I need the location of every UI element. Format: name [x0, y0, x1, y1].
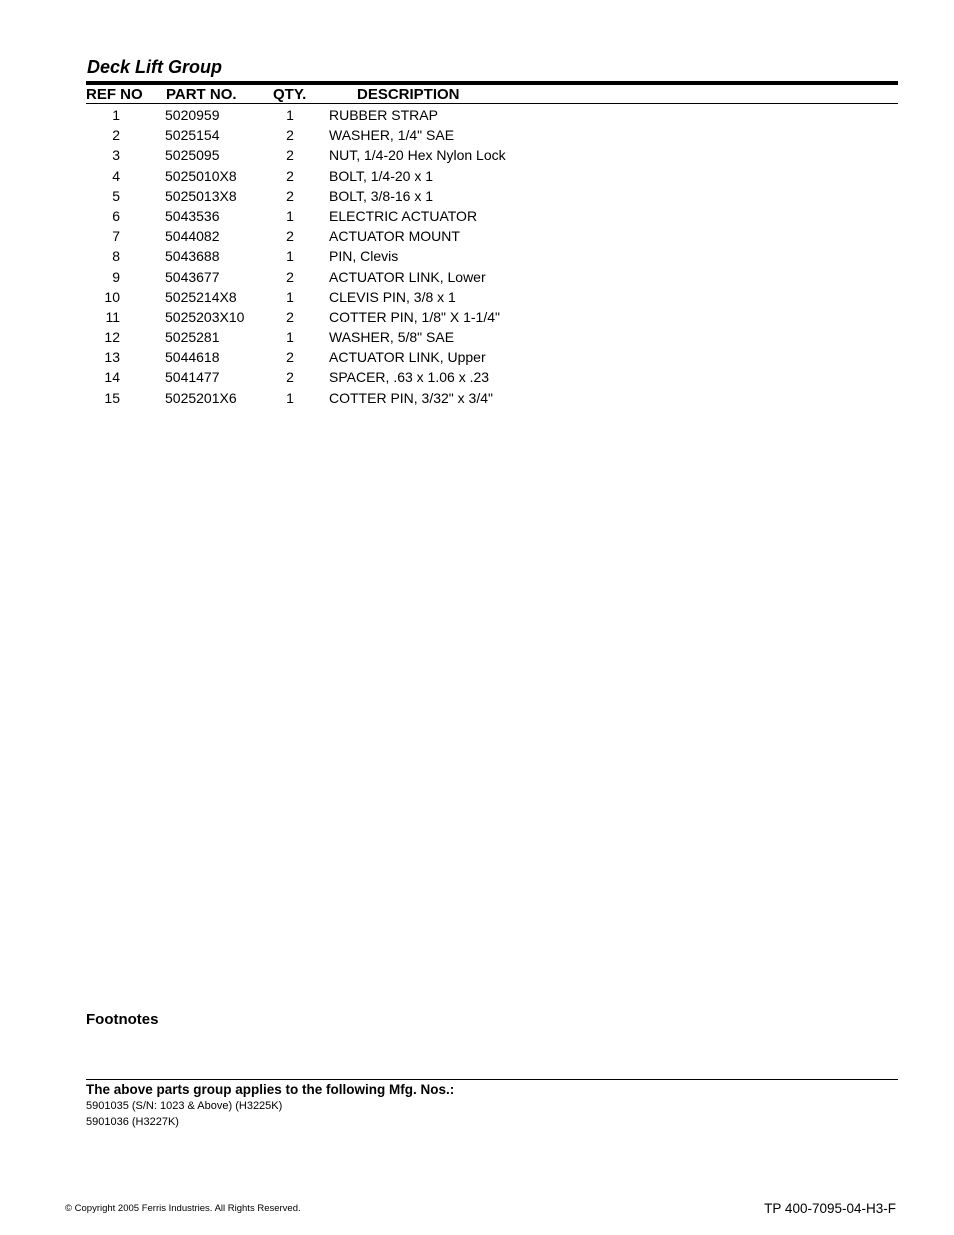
qty-cell: 2 — [286, 308, 294, 325]
table-row — [0, 146, 954, 166]
title-divider — [86, 81, 898, 85]
header-qty: QTY. — [273, 86, 307, 103]
ref-no-cell: 4 — [112, 167, 120, 184]
footnotes-divider — [86, 1079, 898, 1080]
part-no-cell: 5043536 — [165, 207, 220, 224]
ref-no-cell: 2 — [112, 127, 120, 144]
qty-cell: 2 — [286, 167, 294, 184]
header-description: DESCRIPTION — [357, 86, 460, 103]
ref-no-cell: 9 — [112, 268, 120, 285]
description-cell: ACTUATOR LINK, Lower — [329, 268, 486, 285]
copyright-notice: © Copyright 2005 Ferris Industries. All Rights Reserved. — [65, 1203, 301, 1214]
mfg-number: 5901036 (H3227K) — [86, 1116, 179, 1128]
description-cell: WASHER, 1/4" SAE — [329, 127, 455, 144]
part-no-cell: 5025095 — [165, 147, 220, 164]
qty-cell: 1 — [286, 207, 294, 224]
header-ref-no: REF NO — [86, 86, 143, 103]
qty-cell: 1 — [286, 248, 294, 265]
qty-cell: 2 — [286, 147, 294, 164]
part-no-cell: 5025154 — [165, 127, 220, 144]
description-cell: PIN, Clevis — [329, 248, 399, 265]
qty-cell: 2 — [286, 369, 294, 386]
part-no-cell: 5025203X10 — [165, 308, 245, 325]
ref-no-cell: 12 — [104, 329, 120, 346]
description-cell: BOLT, 3/8-16 x 1 — [329, 187, 434, 204]
part-no-cell: 5025214X8 — [165, 288, 237, 305]
description-cell: COTTER PIN, 3/32" x 3/4" — [329, 389, 493, 406]
part-no-cell: 5025010X8 — [165, 167, 237, 184]
part-no-cell: 5020959 — [165, 107, 220, 123]
ref-no-cell: 7 — [112, 228, 120, 245]
description-cell: NUT, 1/4-20 Hex Nylon Lock — [329, 147, 506, 164]
qty-cell: 1 — [286, 329, 294, 346]
ref-no-cell: 13 — [104, 349, 120, 366]
part-no-cell: 5043688 — [165, 248, 220, 265]
table-row — [0, 187, 954, 207]
applies-to-heading: The above parts group applies to the following Mfg. Nos.: — [86, 1082, 455, 1097]
part-no-cell: 5043677 — [165, 268, 220, 285]
document-number: TP 400-7095-04-H3-F — [764, 1201, 896, 1216]
table-row — [0, 207, 954, 227]
table-row — [0, 288, 954, 308]
footnotes-label: Footnotes — [86, 1011, 159, 1028]
description-cell: ELECTRIC ACTUATOR — [329, 207, 478, 224]
ref-no-cell: 11 — [105, 308, 120, 325]
table-row — [0, 247, 954, 267]
ref-no-cell: 3 — [112, 147, 120, 164]
ref-no-cell: 8 — [112, 248, 120, 265]
description-cell: CLEVIS PIN, 3/8 x 1 — [329, 288, 456, 305]
description-cell: ACTUATOR MOUNT — [329, 228, 460, 245]
qty-cell: 2 — [286, 268, 294, 285]
qty-cell: 2 — [286, 228, 294, 245]
description-cell: ACTUATOR LINK, Upper — [329, 349, 486, 366]
ref-no-cell: 15 — [104, 389, 120, 406]
ref-no-cell: 10 — [104, 288, 120, 305]
part-no-cell: 5041477 — [165, 369, 220, 386]
qty-cell: 1 — [286, 288, 294, 305]
qty-cell: 1 — [286, 107, 294, 123]
qty-cell: 2 — [286, 349, 294, 366]
part-no-cell: 5025281 — [165, 329, 220, 346]
table-row — [0, 167, 954, 187]
qty-cell: 2 — [286, 127, 294, 144]
table-row — [0, 389, 954, 409]
table-row — [0, 126, 954, 146]
qty-cell: 2 — [286, 187, 294, 204]
header-part-no: PART NO. — [166, 86, 237, 103]
ref-no-cell: 5 — [112, 187, 120, 204]
table-row — [0, 268, 954, 288]
table-row — [0, 308, 954, 328]
table-row — [0, 106, 954, 126]
ref-no-cell: 1 — [112, 107, 120, 123]
part-no-cell: 5044618 — [165, 349, 220, 366]
ref-no-cell: 6 — [112, 207, 120, 224]
header-divider — [86, 103, 898, 104]
part-no-cell: 5044082 — [165, 228, 220, 245]
ref-no-cell: 14 — [104, 369, 120, 386]
part-no-cell: 5025013X8 — [165, 187, 237, 204]
table-row — [0, 328, 954, 348]
part-no-cell: 5025201X6 — [165, 389, 237, 406]
table-row — [0, 348, 954, 368]
description-cell: COTTER PIN, 1/8" X 1-1/4" — [329, 308, 500, 325]
parts-table — [0, 106, 954, 409]
table-row — [0, 227, 954, 247]
mfg-number: 5901035 (S/N: 1023 & Above) (H3225K) — [86, 1100, 283, 1112]
qty-cell: 1 — [286, 389, 294, 406]
table-row — [0, 368, 954, 388]
description-cell: WASHER, 5/8" SAE — [329, 329, 455, 346]
page-title: Deck Lift Group — [87, 57, 223, 77]
description-cell: BOLT, 1/4-20 x 1 — [329, 167, 434, 184]
description-cell: SPACER, .63 x 1.06 x .23 — [329, 369, 490, 386]
description-cell: RUBBER STRAP — [329, 107, 438, 123]
